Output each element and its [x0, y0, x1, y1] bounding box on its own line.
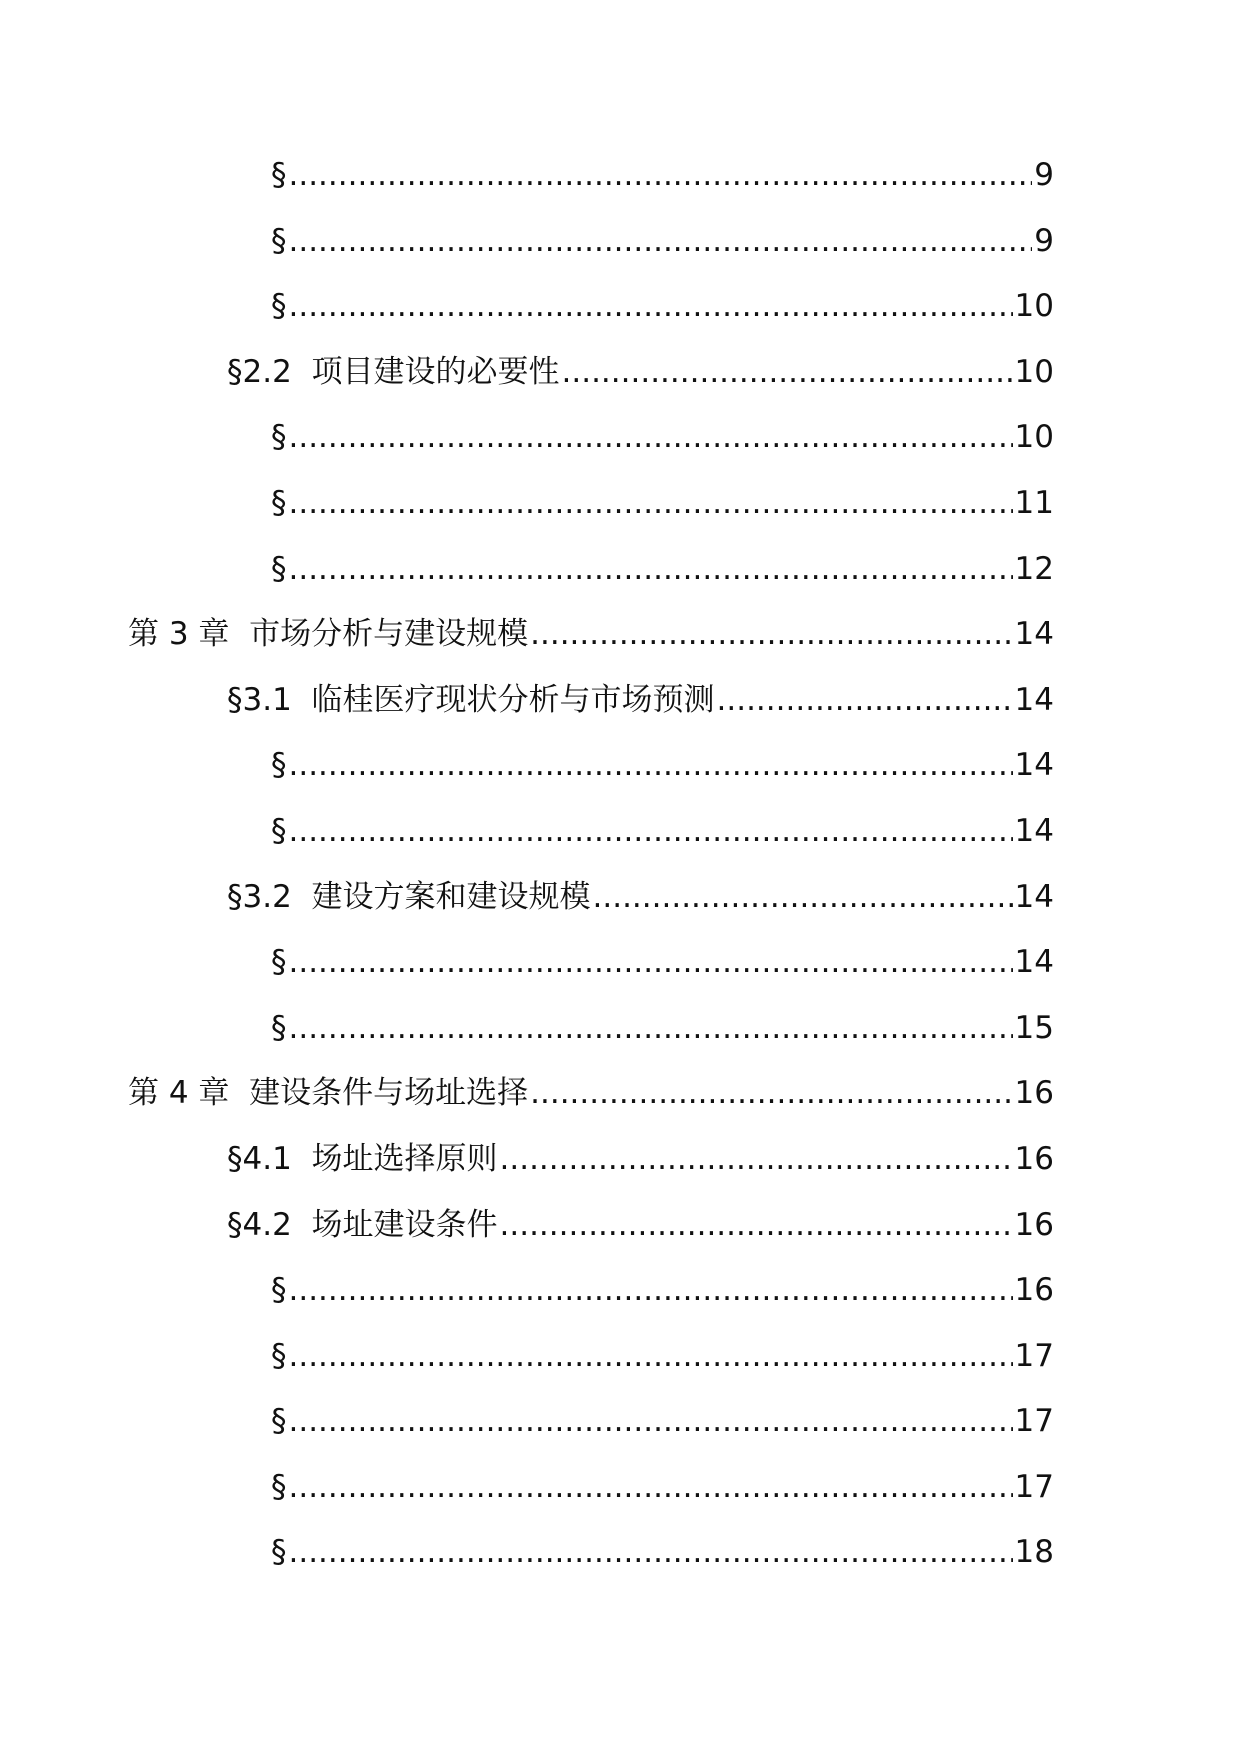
toc-entry-label [227, 354, 560, 390]
toc-dot-leader [289, 1403, 1013, 1439]
toc-page-number: 9 [1034, 222, 1054, 259]
toc-entry[interactable] [0, 551, 1241, 617]
toc-dot-leader [289, 551, 1013, 587]
toc-entry-number: §2.2 [227, 353, 312, 390]
toc-page-number: 14 [1014, 878, 1054, 915]
toc-entry[interactable] [0, 1141, 1241, 1207]
toc-entry[interactable] [0, 944, 1241, 1010]
toc-entry-label [128, 616, 528, 652]
toc-dot-leader [289, 288, 1013, 324]
toc-entry-label [227, 1141, 498, 1177]
toc-entry-number: § [271, 747, 287, 784]
toc-entry[interactable] [0, 747, 1241, 813]
toc-entry-title: 场址选择原则 [311, 1140, 498, 1177]
toc-entry-label [271, 485, 287, 521]
toc-dot-leader [289, 223, 1033, 259]
toc-page-number: 17 [1014, 1337, 1054, 1374]
toc-entry-number: § [271, 1272, 287, 1309]
toc-page-number: 10 [1014, 419, 1054, 456]
toc-entry[interactable] [0, 157, 1241, 223]
toc-dot-leader [562, 354, 1013, 390]
toc-dot-leader [289, 157, 1033, 193]
toc-entry-label [271, 419, 287, 455]
toc-page-number: 15 [1014, 1009, 1054, 1046]
toc-dot-leader [289, 1469, 1013, 1505]
toc-entry-number: 第 4 章 [128, 1075, 250, 1112]
toc-entry-label [271, 157, 287, 193]
toc-dot-leader [289, 1534, 1013, 1570]
toc-entry-label [271, 551, 287, 587]
toc-dot-leader [500, 1207, 1013, 1243]
toc-entry-label [271, 1010, 287, 1046]
toc-entry[interactable] [0, 1207, 1241, 1273]
toc-entry-title: 市场分析与建设规模 [249, 616, 529, 653]
toc-dot-leader [289, 747, 1013, 783]
toc-entry[interactable] [0, 1403, 1241, 1469]
toc-dot-leader [717, 682, 1013, 718]
toc-entry-number: § [271, 288, 287, 325]
toc-entry-label [128, 1075, 528, 1111]
toc-entry[interactable] [0, 813, 1241, 879]
toc-page-number: 16 [1014, 1206, 1054, 1243]
toc-page-number: 16 [1014, 1140, 1054, 1177]
toc-page-number: 18 [1014, 1534, 1054, 1571]
toc-entry-number: §4.2 [227, 1206, 312, 1243]
toc-entry-label [271, 223, 287, 259]
toc-entry-label [227, 1207, 498, 1243]
toc-entry-number: § [271, 1337, 287, 1374]
table-of-contents [0, 157, 1241, 1600]
toc-entry[interactable] [0, 1010, 1241, 1076]
toc-entry-label [227, 879, 591, 915]
toc-entry[interactable] [0, 419, 1241, 485]
toc-entry-label [271, 1338, 287, 1374]
toc-entry-number: § [271, 1534, 287, 1571]
toc-entry-number: § [271, 812, 287, 849]
toc-entry-number: §3.1 [227, 681, 312, 718]
toc-entry-label [271, 1403, 287, 1439]
toc-page-number: 16 [1014, 1272, 1054, 1309]
toc-page-number: 14 [1014, 944, 1054, 981]
toc-entry[interactable] [0, 485, 1241, 551]
toc-page-number: 9 [1034, 157, 1054, 193]
toc-entry[interactable] [0, 682, 1241, 748]
toc-page-number: 14 [1014, 616, 1054, 653]
toc-page-number: 17 [1014, 1403, 1054, 1440]
toc-entry-label [271, 1534, 287, 1570]
toc-entry-number: § [271, 550, 287, 587]
toc-entry-label [271, 1272, 287, 1308]
toc-entry-number: §3.2 [227, 878, 312, 915]
toc-entry[interactable] [0, 354, 1241, 420]
toc-page-number: 14 [1014, 747, 1054, 784]
toc-entry-title: 建设方案和建设规模 [311, 878, 591, 915]
toc-dot-leader [289, 1338, 1013, 1374]
toc-entry-number: §4.1 [227, 1140, 312, 1177]
toc-entry-title: 临桂医疗现状分析与市场预测 [311, 681, 715, 718]
toc-entry-number: § [271, 1403, 287, 1440]
toc-dot-leader [289, 485, 1013, 521]
toc-entry-title: 建设条件与场址选择 [249, 1075, 529, 1112]
toc-entry[interactable] [0, 1469, 1241, 1535]
toc-page-number: 10 [1014, 353, 1054, 390]
toc-page-number: 11 [1014, 484, 1054, 521]
toc-entry[interactable] [0, 288, 1241, 354]
toc-entry-number: § [271, 419, 287, 456]
toc-page-number: 16 [1014, 1075, 1054, 1112]
toc-page-number: 14 [1014, 681, 1054, 718]
toc-entry-title: 项目建设的必要性 [311, 353, 560, 390]
toc-entry-number: 第 3 章 [128, 616, 250, 653]
toc-entry[interactable] [0, 1534, 1241, 1600]
toc-entry[interactable] [0, 879, 1241, 945]
toc-entry[interactable] [0, 1338, 1241, 1404]
toc-page-number: 17 [1014, 1468, 1054, 1505]
toc-entry-label [271, 747, 287, 783]
toc-dot-leader [500, 1141, 1013, 1177]
toc-entry-number: § [271, 1468, 287, 1505]
toc-dot-leader [289, 419, 1013, 455]
toc-entry-number: § [271, 222, 287, 259]
toc-entry-label [271, 1469, 287, 1505]
toc-page-number: 12 [1014, 550, 1054, 587]
toc-entry[interactable] [0, 1075, 1241, 1141]
toc-dot-leader [289, 1010, 1013, 1046]
toc-entry[interactable] [0, 223, 1241, 289]
toc-dot-leader [289, 813, 1013, 849]
toc-entry-label [271, 944, 287, 980]
toc-dot-leader [289, 1272, 1013, 1308]
toc-entry-number: § [271, 484, 287, 521]
toc-entry-label [271, 813, 287, 849]
toc-entry[interactable] [0, 616, 1241, 682]
toc-entry-label [227, 682, 715, 718]
toc-dot-leader [530, 1075, 1012, 1111]
toc-page-number: 14 [1014, 812, 1054, 849]
toc-entry-title: 场址建设条件 [311, 1206, 498, 1243]
toc-dot-leader [289, 944, 1013, 980]
toc-entry-number: § [271, 1009, 287, 1046]
toc-entry-number: § [271, 944, 287, 981]
toc-entry-number: § [271, 157, 287, 193]
toc-dot-leader [593, 879, 1013, 915]
toc-page-number: 10 [1014, 288, 1054, 325]
toc-dot-leader [530, 616, 1012, 652]
toc-entry[interactable] [0, 1272, 1241, 1338]
toc-entry-label [271, 288, 287, 324]
